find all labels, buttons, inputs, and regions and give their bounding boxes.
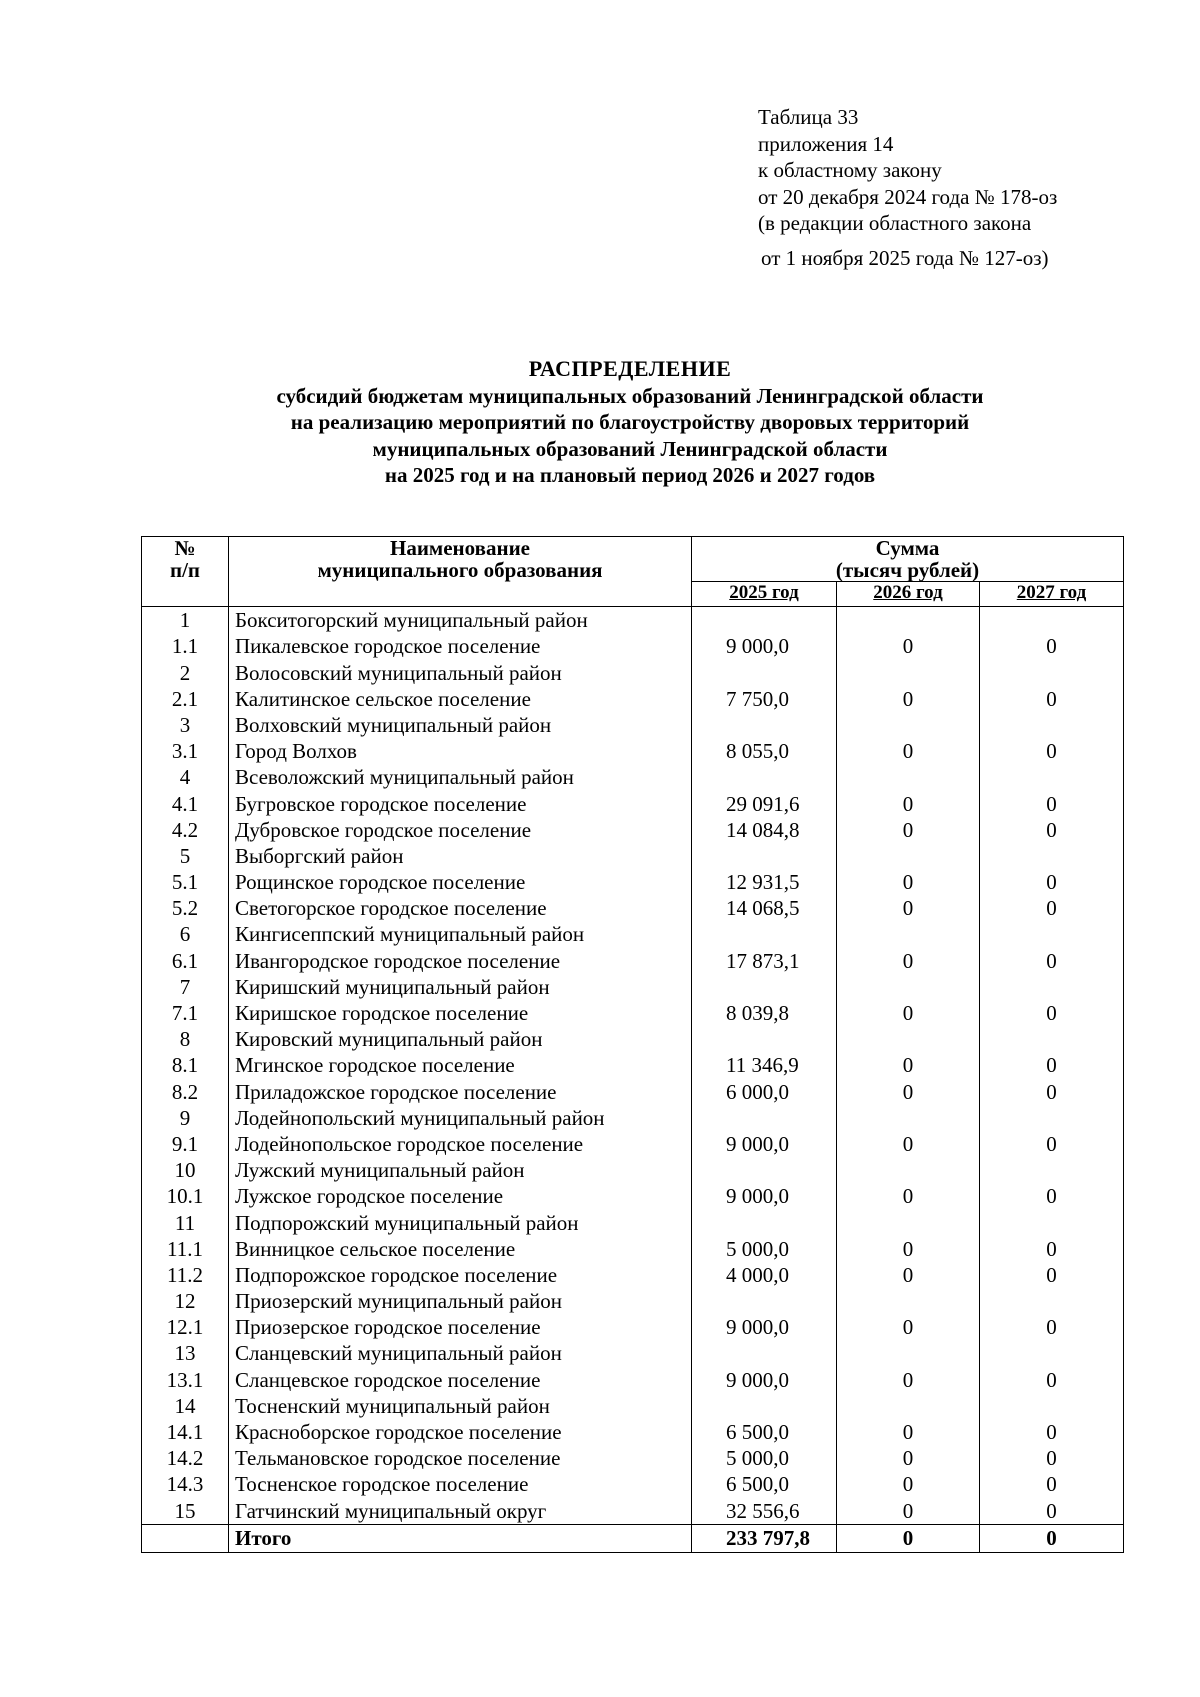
row-name: Лодейнопольское городское поселение (229, 1131, 692, 1157)
title-line: муниципальных образований Ленинградской области (372, 436, 888, 461)
row-2026: 0 (837, 817, 980, 843)
row-2027: 0 (980, 1419, 1124, 1445)
row-name: Волосовский муниципальный район (229, 659, 692, 685)
row-2026: 0 (837, 1471, 980, 1497)
row-2026 (837, 659, 980, 685)
row-2025 (692, 921, 837, 947)
row-2025 (692, 764, 837, 790)
row-2027 (980, 1157, 1124, 1183)
table-row (142, 974, 1124, 1000)
table-row (142, 1314, 1124, 1340)
row-2026 (837, 1026, 980, 1052)
row-2027 (980, 843, 1124, 869)
row-name: Киришское городское поселение (229, 1000, 692, 1026)
row-2026 (837, 1157, 980, 1183)
row-name: Лужский муниципальный район (229, 1157, 692, 1183)
row-2025: 6 500,0 (692, 1471, 837, 1497)
table-row (142, 1262, 1124, 1288)
row-num: 15 (142, 1497, 229, 1524)
row-2026: 0 (837, 1366, 980, 1392)
header-note-line: (в редакции областного закона (758, 211, 1032, 235)
row-2026 (837, 921, 980, 947)
row-2026: 0 (837, 1052, 980, 1078)
table-row (142, 1393, 1124, 1419)
header-note (758, 104, 1057, 271)
row-2026: 0 (837, 1445, 980, 1471)
row-2026 (837, 1340, 980, 1366)
row-2027: 0 (980, 790, 1124, 816)
row-num: 14 (142, 1393, 229, 1419)
total-row (142, 1524, 1124, 1552)
row-name: Светогорское городское поселение (229, 895, 692, 921)
row-2025 (692, 1393, 837, 1419)
row-2025: 9 000,0 (692, 1183, 837, 1209)
row-2027 (980, 1026, 1124, 1052)
row-2026 (837, 843, 980, 869)
row-2026: 0 (837, 1078, 980, 1104)
table-row (142, 817, 1124, 843)
row-2027 (980, 974, 1124, 1000)
header-num-line: № (174, 536, 196, 560)
row-2027: 0 (980, 1366, 1124, 1392)
row-2027: 0 (980, 1131, 1124, 1157)
row-num: 10 (142, 1157, 229, 1183)
row-2027: 0 (980, 1314, 1124, 1340)
header-name-line: Наименование (390, 536, 530, 560)
row-num: 11.1 (142, 1236, 229, 1262)
row-num: 14.2 (142, 1445, 229, 1471)
row-name: Выборгский район (229, 843, 692, 869)
row-num: 8 (142, 1026, 229, 1052)
row-name: Тельмановское городское поселение (229, 1445, 692, 1471)
row-2027 (980, 712, 1124, 738)
row-name: Ивангородское городское поселение (229, 947, 692, 973)
table-row (142, 1236, 1124, 1262)
row-2026: 0 (837, 1314, 980, 1340)
row-2026: 0 (837, 738, 980, 764)
header-year-label: 2027 год (1016, 582, 1087, 603)
table-row (142, 1078, 1124, 1104)
table-row (142, 921, 1124, 947)
row-num: 9 (142, 1105, 229, 1131)
table-row (142, 712, 1124, 738)
row-name: Бокситогорский муниципальный район (229, 607, 692, 634)
header-note-line: от 1 ноября 2025 года № 127-оз) (761, 245, 1049, 270)
row-2027 (980, 1340, 1124, 1366)
row-name: Кингисеппский муниципальный район (229, 921, 692, 947)
row-2025: 4 000,0 (692, 1262, 837, 1288)
header-sum-line: (тысяч рублей) (835, 558, 980, 582)
row-2026: 0 (837, 1183, 980, 1209)
row-2025: 9 000,0 (692, 1366, 837, 1392)
header-num (142, 537, 229, 607)
row-num: 3.1 (142, 738, 229, 764)
row-2025 (692, 1288, 837, 1314)
row-2025: 11 346,9 (692, 1052, 837, 1078)
row-2026 (837, 1105, 980, 1131)
row-name: Приладожское городское поселение (229, 1078, 692, 1104)
table-row (142, 738, 1124, 764)
row-name: Киришский муниципальный район (229, 974, 692, 1000)
row-2027: 0 (980, 817, 1124, 843)
header-year-label: 2025 год (729, 582, 799, 603)
row-2025: 17 873,1 (692, 947, 837, 973)
row-2026 (837, 764, 980, 790)
row-2027 (980, 1393, 1124, 1419)
row-2027 (980, 659, 1124, 685)
table-row (142, 1419, 1124, 1445)
row-num: 13 (142, 1340, 229, 1366)
row-name: Лужское городское поселение (229, 1183, 692, 1209)
row-2026: 0 (837, 790, 980, 816)
document-title (130, 356, 1130, 489)
row-2025: 14 084,8 (692, 817, 837, 843)
row-num: 1 (142, 607, 229, 634)
row-2027: 0 (980, 1000, 1124, 1026)
table-row (142, 843, 1124, 869)
row-2026: 0 (837, 1236, 980, 1262)
header-year-2026 (837, 582, 980, 607)
row-num: 5.1 (142, 869, 229, 895)
row-name: Рощинское городское поселение (229, 869, 692, 895)
row-2026: 0 (837, 633, 980, 659)
total-2026: 0 (837, 1524, 980, 1552)
row-2027: 0 (980, 947, 1124, 973)
row-2026: 0 (837, 1131, 980, 1157)
table-row (142, 1105, 1124, 1131)
header-note-line: от 20 декабря 2024 года № 178-оз (758, 184, 1058, 209)
row-2027 (980, 764, 1124, 790)
row-2026: 0 (837, 1497, 980, 1524)
row-name: Сланцевский муниципальный район (229, 1340, 692, 1366)
table-row (142, 1340, 1124, 1366)
row-name: Винницкое сельское поселение (229, 1236, 692, 1262)
row-2025: 8 039,8 (692, 1000, 837, 1026)
header-year-2027 (980, 582, 1124, 607)
table-row (142, 1471, 1124, 1497)
row-2026: 0 (837, 1000, 980, 1026)
table-row (142, 947, 1124, 973)
row-name: Дубровское городское поселение (229, 817, 692, 843)
row-num: 2 (142, 659, 229, 685)
row-2027 (980, 1105, 1124, 1131)
row-name: Мгинское городское поселение (229, 1052, 692, 1078)
row-2027: 0 (980, 869, 1124, 895)
row-2026: 0 (837, 1419, 980, 1445)
row-num: 6 (142, 921, 229, 947)
row-name: Калитинское сельское поселение (229, 686, 692, 712)
title-line: субсидий бюджетам муниципальных образований Ленинградской области (276, 383, 984, 408)
row-2027: 0 (980, 1471, 1124, 1497)
table-row (142, 633, 1124, 659)
total-label: Итого (229, 1524, 692, 1552)
table-row (142, 895, 1124, 921)
row-2027 (980, 1288, 1124, 1314)
row-2026 (837, 1288, 980, 1314)
row-2026 (837, 712, 980, 738)
table-row (142, 869, 1124, 895)
row-num: 1.1 (142, 633, 229, 659)
header-sum (692, 537, 1124, 582)
row-num: 7.1 (142, 1000, 229, 1026)
row-name: Тосненский муниципальный район (229, 1393, 692, 1419)
header-year-label: 2026 год (873, 582, 943, 603)
row-2027: 0 (980, 1052, 1124, 1078)
row-2025: 9 000,0 (692, 1314, 837, 1340)
row-2027: 0 (980, 895, 1124, 921)
row-2027 (980, 1209, 1124, 1235)
row-2026 (837, 1209, 980, 1235)
row-2025 (692, 1209, 837, 1235)
row-2025: 14 068,5 (692, 895, 837, 921)
table-row (142, 1052, 1124, 1078)
row-2026 (837, 607, 980, 634)
row-name: Подпорожский муниципальный район (229, 1209, 692, 1235)
row-num: 14.3 (142, 1471, 229, 1497)
row-2025: 29 091,6 (692, 790, 837, 816)
row-2025 (692, 712, 837, 738)
table-row (142, 1445, 1124, 1471)
row-2025 (692, 843, 837, 869)
row-2025: 9 000,0 (692, 633, 837, 659)
row-2025: 6 500,0 (692, 1419, 837, 1445)
row-2027 (980, 921, 1124, 947)
table-row (142, 1157, 1124, 1183)
row-2025 (692, 1026, 837, 1052)
row-num: 2.1 (142, 686, 229, 712)
row-2026: 0 (837, 686, 980, 712)
row-name: Сланцевское городское поселение (229, 1366, 692, 1392)
row-2026 (837, 974, 980, 1000)
row-2025: 7 750,0 (692, 686, 837, 712)
row-2027: 0 (980, 1262, 1124, 1288)
row-num: 10.1 (142, 1183, 229, 1209)
header-note-line: Таблица 33 (758, 105, 859, 129)
table-row (142, 1209, 1124, 1235)
row-num: 5 (142, 843, 229, 869)
row-2027: 0 (980, 1445, 1124, 1471)
table-row (142, 607, 1124, 634)
header-sum-line: Сумма (875, 536, 940, 560)
row-2027: 0 (980, 633, 1124, 659)
row-num: 7 (142, 974, 229, 1000)
row-num: 5.2 (142, 895, 229, 921)
table-body (142, 607, 1124, 1525)
row-2026: 0 (837, 895, 980, 921)
table-row (142, 1497, 1124, 1524)
row-2025: 12 931,5 (692, 869, 837, 895)
row-name: Город Волхов (229, 738, 692, 764)
row-2025 (692, 659, 837, 685)
row-2025: 6 000,0 (692, 1078, 837, 1104)
title-line: на 2025 год и на плановый период 2026 и 2027 годов (384, 463, 876, 487)
row-num: 3 (142, 712, 229, 738)
row-2027: 0 (980, 1078, 1124, 1104)
row-name: Всеволожский муниципальный район (229, 764, 692, 790)
row-num: 9.1 (142, 1131, 229, 1157)
distribution-table (141, 536, 1124, 1553)
row-2025: 5 000,0 (692, 1445, 837, 1471)
row-2026 (837, 1393, 980, 1419)
row-name: Приозерский муниципальный район (229, 1288, 692, 1314)
row-num: 4.2 (142, 817, 229, 843)
row-name: Приозерское городское поселение (229, 1314, 692, 1340)
header-note-line: приложения 14 (758, 131, 894, 156)
total-2025: 233 797,8 (692, 1524, 837, 1552)
row-2025 (692, 1340, 837, 1366)
table-row (142, 686, 1124, 712)
row-num: 4 (142, 764, 229, 790)
row-name: Лодейнопольский муниципальный район (229, 1105, 692, 1131)
header-note-line: к областному закону (758, 158, 942, 182)
table-row (142, 1026, 1124, 1052)
row-num: 11 (142, 1209, 229, 1235)
row-num: 8.1 (142, 1052, 229, 1078)
row-2027: 0 (980, 1497, 1124, 1524)
row-2027: 0 (980, 1183, 1124, 1209)
row-name: Подпорожское городское поселение (229, 1262, 692, 1288)
total-2027: 0 (980, 1524, 1124, 1552)
row-num: 12 (142, 1288, 229, 1314)
row-2027: 0 (980, 686, 1124, 712)
table-row (142, 1183, 1124, 1209)
row-2026: 0 (837, 869, 980, 895)
row-2025 (692, 607, 837, 634)
header-num-line: п/п (169, 558, 201, 582)
table-row (142, 659, 1124, 685)
row-name: Тосненское городское поселение (229, 1471, 692, 1497)
table-row (142, 1000, 1124, 1026)
title-line: на реализацию мероприятий по благоустройству дворовых территорий (290, 410, 970, 434)
row-2027: 0 (980, 738, 1124, 764)
row-2025: 5 000,0 (692, 1236, 837, 1262)
row-2026: 0 (837, 1262, 980, 1288)
table-row (142, 1288, 1124, 1314)
row-2027 (980, 607, 1124, 634)
table-row (142, 1131, 1124, 1157)
row-2025 (692, 1157, 837, 1183)
row-name: Пикалевское городское поселение (229, 633, 692, 659)
row-name: Гатчинский муниципальный округ (229, 1497, 692, 1524)
row-2025 (692, 974, 837, 1000)
row-name: Кировский муниципальный район (229, 1026, 692, 1052)
row-num: 13.1 (142, 1366, 229, 1392)
row-num: 8.2 (142, 1078, 229, 1104)
row-name: Волховский муниципальный район (229, 712, 692, 738)
row-name: Бугровское городское поселение (229, 790, 692, 816)
title-line: РАСПРЕДЕЛЕНИЕ (528, 356, 732, 381)
row-2025: 9 000,0 (692, 1131, 837, 1157)
row-num: 6.1 (142, 947, 229, 973)
header-year-2025 (692, 582, 837, 607)
row-2025: 32 556,6 (692, 1497, 837, 1524)
total-num (142, 1524, 229, 1552)
row-2025 (692, 1105, 837, 1131)
row-name: Красноборское городское поселение (229, 1419, 692, 1445)
row-2025: 8 055,0 (692, 738, 837, 764)
row-num: 11.2 (142, 1262, 229, 1288)
table-row (142, 764, 1124, 790)
table-row (142, 790, 1124, 816)
table-row (142, 1366, 1124, 1392)
row-2026: 0 (837, 947, 980, 973)
row-num: 14.1 (142, 1419, 229, 1445)
header-name-line: муниципального образования (317, 558, 603, 582)
header-name (229, 537, 692, 607)
row-2027: 0 (980, 1236, 1124, 1262)
row-num: 4.1 (142, 790, 229, 816)
row-num: 12.1 (142, 1314, 229, 1340)
